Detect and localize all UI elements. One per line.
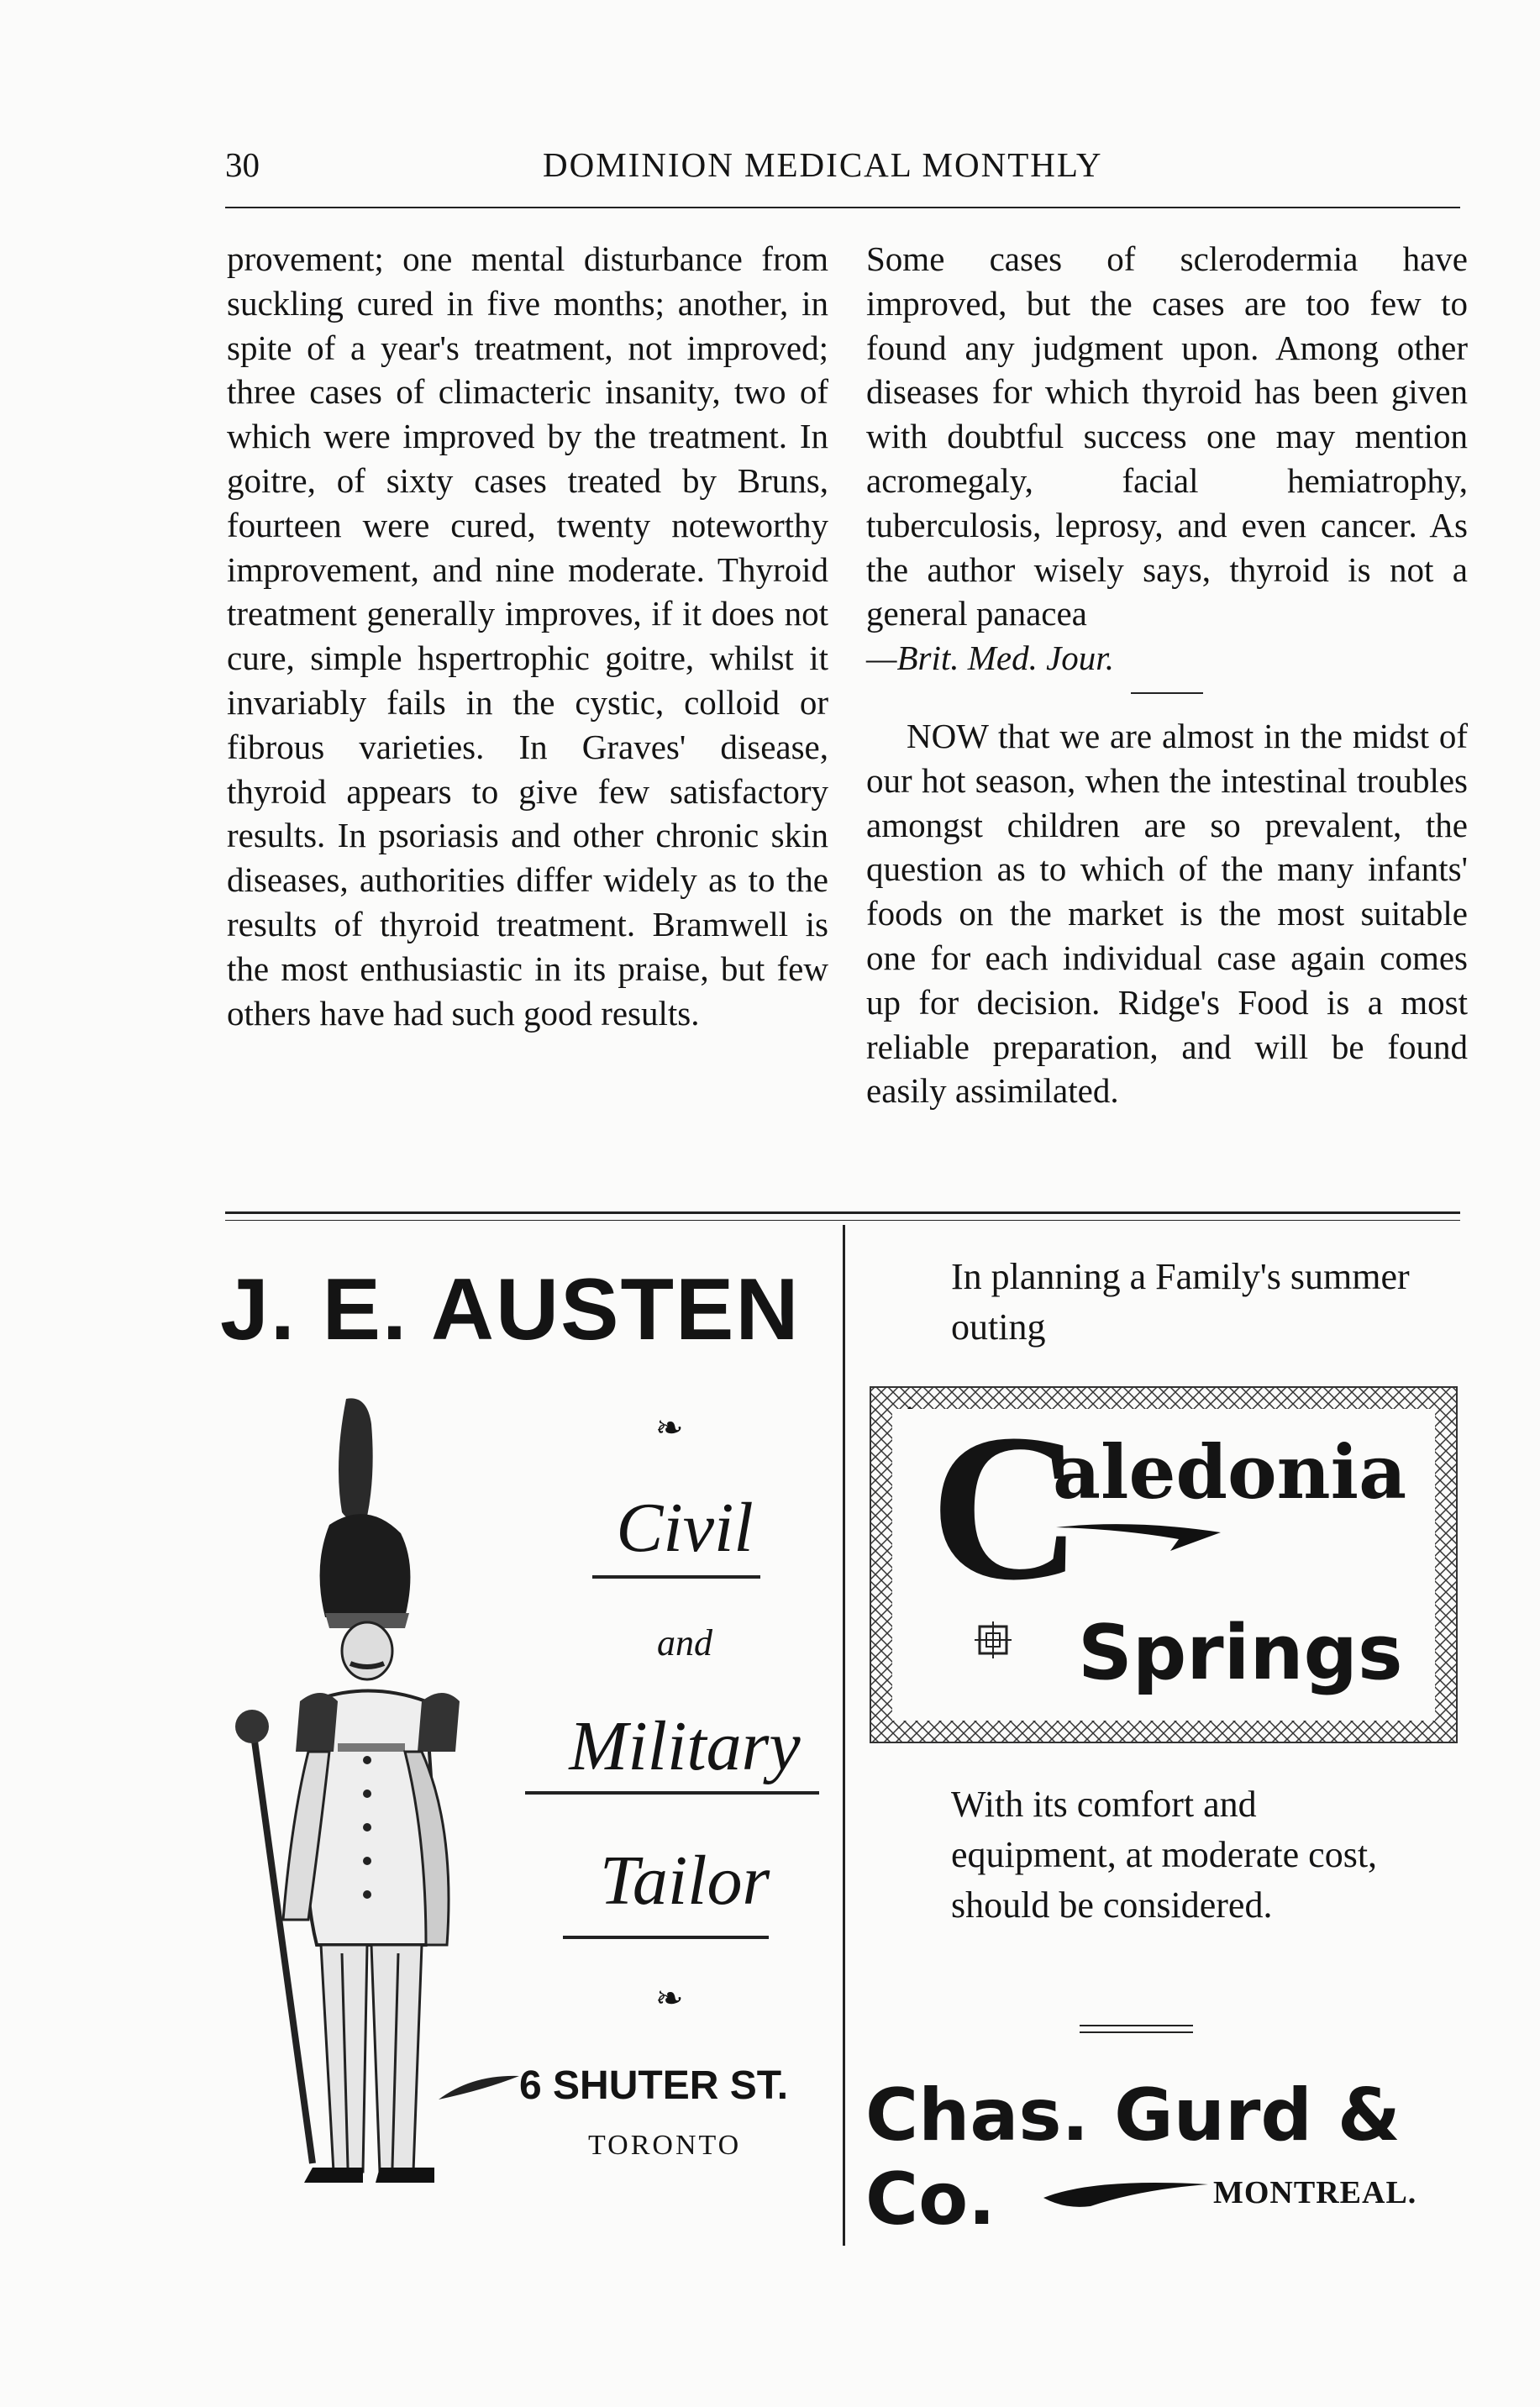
article-right-para1: Some cases of sclerodermia have improved, but the cases are too few to found any judgment upon. Among other diseases for which thyroid has been given with doubtful success one may mention acromegaly, facial hemiatrophy, tuberculosis, leprosy, and even cancer. As the author wisely says, thyroid is not a general panacea (866, 239, 1468, 633)
company-city: MONTREAL. (1213, 2175, 1417, 2210)
austen-military: Military (569, 1707, 801, 1785)
caledonia-intro: In planning a Family's summer outing (951, 1256, 1410, 1348)
header-rule (225, 207, 1460, 208)
caledonia-description: With its comfort and equipment, at moderate cost, should be considered. (951, 1784, 1378, 1926)
article-left-text: provement; one mental disturbance from suckling cured in five months; another, in spite of a year's treatment, not improved; three cases of climacteric insanity, two of which were improved by the treatment. In goitre, of sixty cases treated by Bruns, fourteen were cured, twenty noteworthy improvement, and nine moderate. Thyroid treatment generally improves, if it does not cure, simple hspertrophic goitre, whilst it invariably fails in the cystic, colloid or fibrous varieties. In Graves' disease, thyroid appears to give few satisfactory results. In psoriasis and other chronic skin diseases, authorities differ widely as to the results of thyroid treatment. Bramwell is the most enthusiastic in its praise, but few others have had such good results. (227, 239, 828, 1033)
page-number: 30 (225, 145, 260, 184)
square-ornament-icon (975, 1621, 1012, 1658)
feather-icon (1042, 2178, 1210, 2208)
caledonia-title: aledonia (1053, 1428, 1407, 1516)
article-reference: —Brit. Med. Jour. (866, 639, 1114, 678)
leaf-ornament-icon: ❧ (655, 1409, 684, 1447)
company-name: Chas. Gurd & Co. (865, 2073, 1401, 2241)
swash-icon (1054, 1512, 1222, 1554)
austen-tailor-rule (563, 1936, 769, 1939)
ad-top-rule-thin (225, 1220, 1460, 1221)
caledonia-springs: Springs (1078, 1609, 1403, 1697)
article-left-column (227, 237, 828, 1035)
soldier-illustration (220, 1390, 514, 2184)
austen-civil-rule (592, 1575, 760, 1579)
double-rule-top (1080, 2025, 1193, 2026)
section-separator (1131, 692, 1203, 694)
caledonia-initial: C (930, 1391, 1082, 1624)
austen-tailor: Tailor (599, 1842, 770, 1920)
journal-title: DOMINION MEDICAL MONTHLY (543, 145, 1103, 184)
ad-top-rule (225, 1211, 1460, 1214)
austen-military-rule (525, 1791, 819, 1795)
article-right-para2: NOW that we are almost in the midst of our hot season, when the intestinal troubles amongst children are so prevalent, the question as to which of the many infants' foods on the market is the most suitable one for each individual case again comes up for decision. Ridge's Food is a most reliable preparation, and will be found easily assimilated. (866, 716, 1468, 1111)
austen-address: 6 SHUTER ST. (519, 2063, 789, 2108)
austen-and: and (657, 1622, 712, 1663)
austen-civil: Civil (616, 1489, 754, 1567)
double-rule-bottom (1080, 2031, 1193, 2033)
article-right-text (866, 237, 1468, 681)
austen-city: TORONTO (588, 2130, 742, 2161)
leaf-ornament-icon: ❧ (655, 1979, 684, 2017)
article-right-column (866, 237, 1468, 1113)
austen-name: J. E. AUSTEN (220, 1261, 801, 1359)
feather-icon (437, 2071, 521, 2105)
